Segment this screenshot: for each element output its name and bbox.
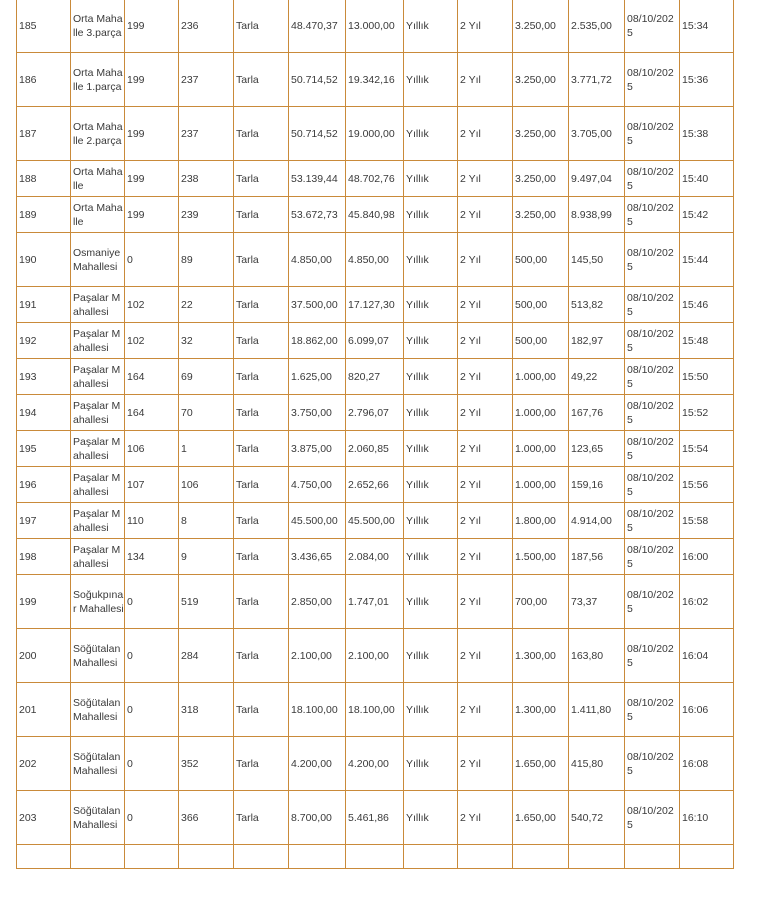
table-row xyxy=(17,233,734,287)
table-row xyxy=(17,161,734,197)
cell-block-no: 0 xyxy=(125,629,179,683)
cell-block-no: 164 xyxy=(125,395,179,431)
cell-leased-area: 2.060,85 xyxy=(346,431,404,467)
cell-period: Yıllık xyxy=(404,539,458,575)
cell-time: 16:08 xyxy=(680,737,734,791)
cell-parcel-no: 32 xyxy=(179,323,234,359)
cell-duration: 2 Yıl xyxy=(458,737,513,791)
cell-amount xyxy=(569,845,625,869)
cell-duration: 2 Yıl xyxy=(458,0,513,53)
cell-unit-price: 1.000,00 xyxy=(513,431,569,467)
cell-date: 08/10/2025 xyxy=(625,431,680,467)
cell-neighborhood: Söğütalan Mahallesi xyxy=(71,629,125,683)
cell-date: 08/10/2025 xyxy=(625,467,680,503)
cell-time: 15:48 xyxy=(680,323,734,359)
cell-block-no: 107 xyxy=(125,467,179,503)
cell-period: Yıllık xyxy=(404,683,458,737)
cell-leased-area: 1.747,01 xyxy=(346,575,404,629)
cell-time: 16:00 xyxy=(680,539,734,575)
cell-total-area: 45.500,00 xyxy=(289,503,346,539)
cell-total-area: 48.470,37 xyxy=(289,0,346,53)
cell-total-area: 3.436,65 xyxy=(289,539,346,575)
cell-leased-area: 4.200,00 xyxy=(346,737,404,791)
cell-row-number: 197 xyxy=(17,503,71,539)
cell-land-type: Tarla xyxy=(234,683,289,737)
cell-amount: 49,22 xyxy=(569,359,625,395)
cell-parcel-no: 237 xyxy=(179,53,234,107)
cell-row-number: 188 xyxy=(17,161,71,197)
cell-amount: 167,76 xyxy=(569,395,625,431)
cell-total-area: 4.750,00 xyxy=(289,467,346,503)
cell-total-area: 4.850,00 xyxy=(289,233,346,287)
cell-row-number xyxy=(17,845,71,869)
table-row xyxy=(17,0,734,53)
cell-neighborhood: Osmaniye Mahallesi xyxy=(71,233,125,287)
cell-duration: 2 Yıl xyxy=(458,431,513,467)
cell-date: 08/10/2025 xyxy=(625,683,680,737)
cell-neighborhood: Paşalar Mahallesi xyxy=(71,539,125,575)
cell-land-type: Tarla xyxy=(234,503,289,539)
cell-date: 08/10/2025 xyxy=(625,233,680,287)
cell-land-type: Tarla xyxy=(234,161,289,197)
cell-unit-price: 3.250,00 xyxy=(513,53,569,107)
cell-neighborhood: Paşalar Mahallesi xyxy=(71,287,125,323)
cell-duration: 2 Yıl xyxy=(458,287,513,323)
cell-amount: 8.938,99 xyxy=(569,197,625,233)
cell-neighborhood: Orta Mahalle xyxy=(71,161,125,197)
cell-period: Yıllık xyxy=(404,359,458,395)
cell-amount: 123,65 xyxy=(569,431,625,467)
cell-date: 08/10/2025 xyxy=(625,161,680,197)
cell-time: 16:02 xyxy=(680,575,734,629)
cell-amount: 3.705,00 xyxy=(569,107,625,161)
cell-row-number: 200 xyxy=(17,629,71,683)
table-row xyxy=(17,197,734,233)
cell-neighborhood: Orta Mahalle 2.parça xyxy=(71,107,125,161)
table-row xyxy=(17,53,734,107)
cell-unit-price: 1.000,00 xyxy=(513,395,569,431)
cell-period: Yıllık xyxy=(404,503,458,539)
cell-leased-area: 2.084,00 xyxy=(346,539,404,575)
cell-period: Yıllık xyxy=(404,737,458,791)
cell-block-no: 199 xyxy=(125,0,179,53)
cell-leased-area: 45.500,00 xyxy=(346,503,404,539)
cell-duration xyxy=(458,845,513,869)
cell-parcel-no: 284 xyxy=(179,629,234,683)
cell-unit-price: 1.650,00 xyxy=(513,791,569,845)
cell-land-type: Tarla xyxy=(234,395,289,431)
cell-period: Yıllık xyxy=(404,575,458,629)
cell-land-type: Tarla xyxy=(234,791,289,845)
cell-time: 15:36 xyxy=(680,53,734,107)
cell-total-area: 3.875,00 xyxy=(289,431,346,467)
cell-time: 16:10 xyxy=(680,791,734,845)
cell-unit-price: 1.300,00 xyxy=(513,683,569,737)
cell-unit-price: 700,00 xyxy=(513,575,569,629)
cell-time: 15:54 xyxy=(680,431,734,467)
cell-duration: 2 Yıl xyxy=(458,161,513,197)
cell-block-no: 0 xyxy=(125,737,179,791)
cell-period: Yıllık xyxy=(404,161,458,197)
cell-leased-area: 13.000,00 xyxy=(346,0,404,53)
cell-row-number: 185 xyxy=(17,0,71,53)
table-row xyxy=(17,287,734,323)
cell-amount: 9.497,04 xyxy=(569,161,625,197)
cell-leased-area: 5.461,86 xyxy=(346,791,404,845)
cell-land-type: Tarla xyxy=(234,467,289,503)
cell-parcel-no: 366 xyxy=(179,791,234,845)
cell-unit-price: 1.000,00 xyxy=(513,467,569,503)
cell-unit-price: 500,00 xyxy=(513,233,569,287)
cell-amount: 1.411,80 xyxy=(569,683,625,737)
cell-leased-area: 820,27 xyxy=(346,359,404,395)
cell-unit-price: 500,00 xyxy=(513,323,569,359)
cell-period xyxy=(404,845,458,869)
cell-period: Yıllık xyxy=(404,233,458,287)
cell-block-no: 199 xyxy=(125,197,179,233)
table-row xyxy=(17,629,734,683)
cell-neighborhood: Paşalar Mahallesi xyxy=(71,395,125,431)
cell-unit-price: 3.250,00 xyxy=(513,161,569,197)
table-row xyxy=(17,107,734,161)
cell-block-no: 0 xyxy=(125,575,179,629)
cell-block-no: 102 xyxy=(125,287,179,323)
cell-amount: 182,97 xyxy=(569,323,625,359)
cell-date: 08/10/2025 xyxy=(625,395,680,431)
cell-land-type: Tarla xyxy=(234,431,289,467)
cell-period: Yıllık xyxy=(404,629,458,683)
table-row xyxy=(17,683,734,737)
cell-unit-price xyxy=(513,845,569,869)
cell-block-no: 164 xyxy=(125,359,179,395)
cell-period: Yıllık xyxy=(404,791,458,845)
cell-date: 08/10/2025 xyxy=(625,359,680,395)
cell-land-type: Tarla xyxy=(234,197,289,233)
cell-duration: 2 Yıl xyxy=(458,197,513,233)
cell-total-area: 18.862,00 xyxy=(289,323,346,359)
table-row xyxy=(17,359,734,395)
cell-parcel-no: 8 xyxy=(179,503,234,539)
cell-block-no: 102 xyxy=(125,323,179,359)
cell-total-area xyxy=(289,845,346,869)
cell-total-area: 2.850,00 xyxy=(289,575,346,629)
cell-duration: 2 Yıl xyxy=(458,395,513,431)
cell-row-number: 195 xyxy=(17,431,71,467)
cell-duration: 2 Yıl xyxy=(458,323,513,359)
cell-neighborhood: Paşalar Mahallesi xyxy=(71,503,125,539)
cell-land-type xyxy=(234,845,289,869)
cell-row-number: 189 xyxy=(17,197,71,233)
cell-row-number: 196 xyxy=(17,467,71,503)
cell-block-no: 0 xyxy=(125,233,179,287)
cell-date: 08/10/2025 xyxy=(625,107,680,161)
cell-leased-area: 2.652,66 xyxy=(346,467,404,503)
cell-date: 08/10/2025 xyxy=(625,737,680,791)
cell-neighborhood: Orta Mahalle xyxy=(71,197,125,233)
cell-amount: 2.535,00 xyxy=(569,0,625,53)
cell-parcel-no: 69 xyxy=(179,359,234,395)
cell-block-no: 0 xyxy=(125,791,179,845)
cell-parcel-no: 89 xyxy=(179,233,234,287)
cell-parcel-no: 352 xyxy=(179,737,234,791)
table-row xyxy=(17,467,734,503)
cell-neighborhood: Paşalar Mahallesi xyxy=(71,323,125,359)
table-row xyxy=(17,503,734,539)
table-row xyxy=(17,845,734,869)
cell-parcel-no xyxy=(179,845,234,869)
cell-parcel-no: 22 xyxy=(179,287,234,323)
cell-total-area: 2.100,00 xyxy=(289,629,346,683)
cell-duration: 2 Yıl xyxy=(458,233,513,287)
cell-period: Yıllık xyxy=(404,323,458,359)
cell-date: 08/10/2025 xyxy=(625,0,680,53)
cell-duration: 2 Yıl xyxy=(458,359,513,395)
cell-period: Yıllık xyxy=(404,395,458,431)
cell-time: 15:58 xyxy=(680,503,734,539)
cell-time: 16:06 xyxy=(680,683,734,737)
cell-neighborhood: Soğukpınar Mahallesi xyxy=(71,575,125,629)
cell-date: 08/10/2025 xyxy=(625,53,680,107)
table-row xyxy=(17,395,734,431)
cell-date: 08/10/2025 xyxy=(625,197,680,233)
cell-date: 08/10/2025 xyxy=(625,503,680,539)
cell-neighborhood: Paşalar Mahallesi xyxy=(71,431,125,467)
table-row xyxy=(17,323,734,359)
cell-unit-price: 3.250,00 xyxy=(513,0,569,53)
cell-parcel-no: 9 xyxy=(179,539,234,575)
cell-parcel-no: 519 xyxy=(179,575,234,629)
cell-total-area: 53.139,44 xyxy=(289,161,346,197)
cell-amount: 145,50 xyxy=(569,233,625,287)
cell-date xyxy=(625,845,680,869)
table-row xyxy=(17,575,734,629)
cell-land-type: Tarla xyxy=(234,287,289,323)
cell-amount: 163,80 xyxy=(569,629,625,683)
cell-duration: 2 Yıl xyxy=(458,575,513,629)
cell-leased-area: 48.702,76 xyxy=(346,161,404,197)
cell-leased-area xyxy=(346,845,404,869)
cell-row-number: 193 xyxy=(17,359,71,395)
cell-block-no: 134 xyxy=(125,539,179,575)
cell-unit-price: 1.000,00 xyxy=(513,359,569,395)
cell-period: Yıllık xyxy=(404,467,458,503)
cell-row-number: 187 xyxy=(17,107,71,161)
cell-time: 15:44 xyxy=(680,233,734,287)
cell-duration: 2 Yıl xyxy=(458,53,513,107)
cell-land-type: Tarla xyxy=(234,539,289,575)
cell-amount: 73,37 xyxy=(569,575,625,629)
cell-row-number: 190 xyxy=(17,233,71,287)
cell-row-number: 201 xyxy=(17,683,71,737)
cell-duration: 2 Yıl xyxy=(458,503,513,539)
cell-parcel-no: 1 xyxy=(179,431,234,467)
cell-leased-area: 2.796,07 xyxy=(346,395,404,431)
cell-unit-price: 1.300,00 xyxy=(513,629,569,683)
cell-unit-price: 3.250,00 xyxy=(513,107,569,161)
cell-row-number: 199 xyxy=(17,575,71,629)
cell-leased-area: 17.127,30 xyxy=(346,287,404,323)
cell-duration: 2 Yıl xyxy=(458,539,513,575)
cell-period: Yıllık xyxy=(404,53,458,107)
cell-amount: 159,16 xyxy=(569,467,625,503)
cell-amount: 4.914,00 xyxy=(569,503,625,539)
cell-neighborhood: Orta Mahalle 1.parça xyxy=(71,53,125,107)
cell-unit-price: 1.650,00 xyxy=(513,737,569,791)
cell-time: 16:04 xyxy=(680,629,734,683)
cell-date: 08/10/2025 xyxy=(625,323,680,359)
cell-time: 15:40 xyxy=(680,161,734,197)
cell-block-no: 199 xyxy=(125,161,179,197)
cell-land-type: Tarla xyxy=(234,575,289,629)
lease-table xyxy=(16,0,734,869)
cell-amount: 415,80 xyxy=(569,737,625,791)
cell-date: 08/10/2025 xyxy=(625,629,680,683)
cell-unit-price: 500,00 xyxy=(513,287,569,323)
cell-parcel-no: 106 xyxy=(179,467,234,503)
table-row xyxy=(17,737,734,791)
cell-block-no xyxy=(125,845,179,869)
cell-period: Yıllık xyxy=(404,197,458,233)
cell-row-number: 198 xyxy=(17,539,71,575)
cell-total-area: 18.100,00 xyxy=(289,683,346,737)
cell-period: Yıllık xyxy=(404,431,458,467)
cell-land-type: Tarla xyxy=(234,0,289,53)
table-wrapper xyxy=(16,0,734,869)
cell-total-area: 1.625,00 xyxy=(289,359,346,395)
cell-total-area: 50.714,52 xyxy=(289,107,346,161)
cell-time xyxy=(680,845,734,869)
cell-land-type: Tarla xyxy=(234,359,289,395)
cell-duration: 2 Yıl xyxy=(458,629,513,683)
cell-duration: 2 Yıl xyxy=(458,683,513,737)
cell-total-area: 37.500,00 xyxy=(289,287,346,323)
cell-row-number: 186 xyxy=(17,53,71,107)
cell-neighborhood: Paşalar Mahallesi xyxy=(71,467,125,503)
cell-neighborhood: Söğütalan Mahallesi xyxy=(71,737,125,791)
cell-land-type: Tarla xyxy=(234,323,289,359)
cell-parcel-no: 239 xyxy=(179,197,234,233)
cell-parcel-no: 236 xyxy=(179,0,234,53)
cell-unit-price: 1.800,00 xyxy=(513,503,569,539)
cell-land-type: Tarla xyxy=(234,629,289,683)
table-row xyxy=(17,791,734,845)
cell-time: 15:52 xyxy=(680,395,734,431)
cell-neighborhood: Paşalar Mahallesi xyxy=(71,359,125,395)
cell-block-no: 0 xyxy=(125,683,179,737)
cell-land-type: Tarla xyxy=(234,107,289,161)
cell-row-number: 192 xyxy=(17,323,71,359)
cell-block-no: 199 xyxy=(125,53,179,107)
cell-time: 15:34 xyxy=(680,0,734,53)
cell-amount: 513,82 xyxy=(569,287,625,323)
cell-block-no: 199 xyxy=(125,107,179,161)
cell-leased-area: 4.850,00 xyxy=(346,233,404,287)
cell-block-no: 106 xyxy=(125,431,179,467)
cell-duration: 2 Yıl xyxy=(458,107,513,161)
cell-row-number: 203 xyxy=(17,791,71,845)
cell-duration: 2 Yıl xyxy=(458,791,513,845)
cell-unit-price: 1.500,00 xyxy=(513,539,569,575)
cell-parcel-no: 237 xyxy=(179,107,234,161)
cell-land-type: Tarla xyxy=(234,737,289,791)
cell-time: 15:38 xyxy=(680,107,734,161)
cell-leased-area: 18.100,00 xyxy=(346,683,404,737)
cell-period: Yıllık xyxy=(404,0,458,53)
cell-land-type: Tarla xyxy=(234,53,289,107)
cell-neighborhood: Söğütalan Mahallesi xyxy=(71,791,125,845)
cell-date: 08/10/2025 xyxy=(625,539,680,575)
cell-row-number: 194 xyxy=(17,395,71,431)
cell-total-area: 4.200,00 xyxy=(289,737,346,791)
cell-time: 15:50 xyxy=(680,359,734,395)
cell-parcel-no: 318 xyxy=(179,683,234,737)
cell-time: 15:56 xyxy=(680,467,734,503)
cell-time: 15:46 xyxy=(680,287,734,323)
cell-parcel-no: 70 xyxy=(179,395,234,431)
cell-leased-area: 6.099,07 xyxy=(346,323,404,359)
cell-date: 08/10/2025 xyxy=(625,287,680,323)
cell-amount: 3.771,72 xyxy=(569,53,625,107)
cell-total-area: 50.714,52 xyxy=(289,53,346,107)
cell-leased-area: 45.840,98 xyxy=(346,197,404,233)
cell-period: Yıllık xyxy=(404,287,458,323)
cell-leased-area: 2.100,00 xyxy=(346,629,404,683)
cell-unit-price: 3.250,00 xyxy=(513,197,569,233)
cell-total-area: 53.672,73 xyxy=(289,197,346,233)
cell-date: 08/10/2025 xyxy=(625,575,680,629)
table-body xyxy=(17,0,734,869)
cell-amount: 540,72 xyxy=(569,791,625,845)
cell-row-number: 191 xyxy=(17,287,71,323)
cell-leased-area: 19.342,16 xyxy=(346,53,404,107)
cell-leased-area: 19.000,00 xyxy=(346,107,404,161)
cell-parcel-no: 238 xyxy=(179,161,234,197)
cell-row-number: 202 xyxy=(17,737,71,791)
cell-amount: 187,56 xyxy=(569,539,625,575)
cell-period: Yıllık xyxy=(404,107,458,161)
cell-neighborhood xyxy=(71,845,125,869)
table-row xyxy=(17,431,734,467)
cell-land-type: Tarla xyxy=(234,233,289,287)
cell-date: 08/10/2025 xyxy=(625,791,680,845)
table-row xyxy=(17,539,734,575)
cell-total-area: 8.700,00 xyxy=(289,791,346,845)
cell-block-no: 110 xyxy=(125,503,179,539)
cell-time: 15:42 xyxy=(680,197,734,233)
cell-neighborhood: Söğütalan Mahallesi xyxy=(71,683,125,737)
cell-total-area: 3.750,00 xyxy=(289,395,346,431)
cell-neighborhood: Orta Mahalle 3.parça xyxy=(71,0,125,53)
cell-duration: 2 Yıl xyxy=(458,467,513,503)
